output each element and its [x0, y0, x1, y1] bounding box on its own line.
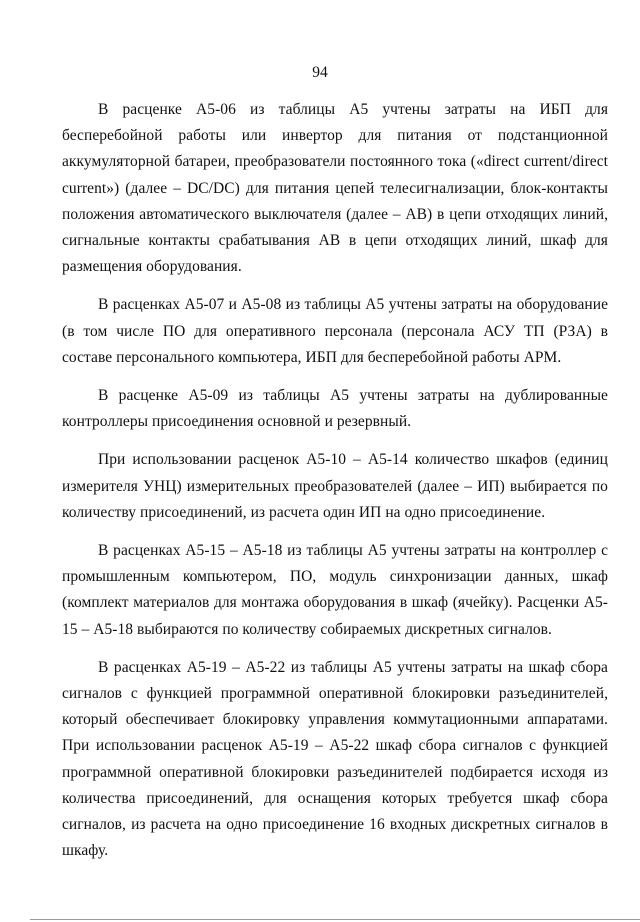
paragraph-a5-06: В расценке А5-06 из таблицы А5 учтены затраты на ИБП для бесперебойной работы или инвертор для питания от подстанционной аккумуляторной батареи, преобразователи постоянного тока («direct current/direct current») (далее – DC/DC) для питания цепей телесигнализации, блок-контакты положения автоматического выключателя (далее – АВ) в цепи отходящих линий, сигнальные контакты срабатывания АВ в цепи отходящих линий, шкаф для размещения оборудования. [62, 101, 608, 276]
page-bottom-edge [30, 919, 640, 920]
paragraph-a5-09: В расценке А5-09 из таблицы А5 учтены затраты на дублированные контроллеры присоединения основной и резервный. [62, 387, 608, 431]
paragraph-a5-15-18: В расценках А5-15 – А5-18 из таблицы А5 учтены затраты на контроллер с промышленным компьютером, ПО, модуль синхронизации данных, шкаф (комплект материалов для монтажа оборудования в шкаф (ячейку). Расценки А5-15 – А5-18 выбираются по количеству собираемых дискретных сигналов. [62, 542, 608, 638]
paragraph-a5-07-08: В расценках А5-07 и А5-08 из таблицы А5 учтены затраты на оборудование (в том числе ПО для оперативного персонала (персонала АСУ ТП (РЗА) в составе персонального компьютера, ИБП для бесперебойной работы АРМ. [62, 296, 608, 366]
paragraph-a5-10-14: При использовании расценок А5-10 – А5-14 количество шкафов (единиц измерителя УНЦ) измерительных преобразователей (далее – ИП) выбирается по количеству присоединений, из расчета один ИП на одно присоединение. [62, 451, 608, 521]
page-number: 94 [312, 64, 328, 81]
paragraph-a5-19-22: В расценках А5-19 – А5-22 из таблицы А5 учтены затраты на шкаф сбора сигналов с функцией программной оперативной блокировки разъединителей, который обеспечивает блокировку управления коммутационными аппаратами. При использовании расценок А5-19 – А5-22 шкаф сбора сигналов с функцией программной оперативной блокировки разъединителей подбирается исходя из количества присоединений, для оснащения которых требуется шкаф сбора сигналов, из расчета на одно присоединение 16 входных дискретных сигналов в шкафу. [62, 658, 608, 860]
document-body [62, 97, 608, 876]
